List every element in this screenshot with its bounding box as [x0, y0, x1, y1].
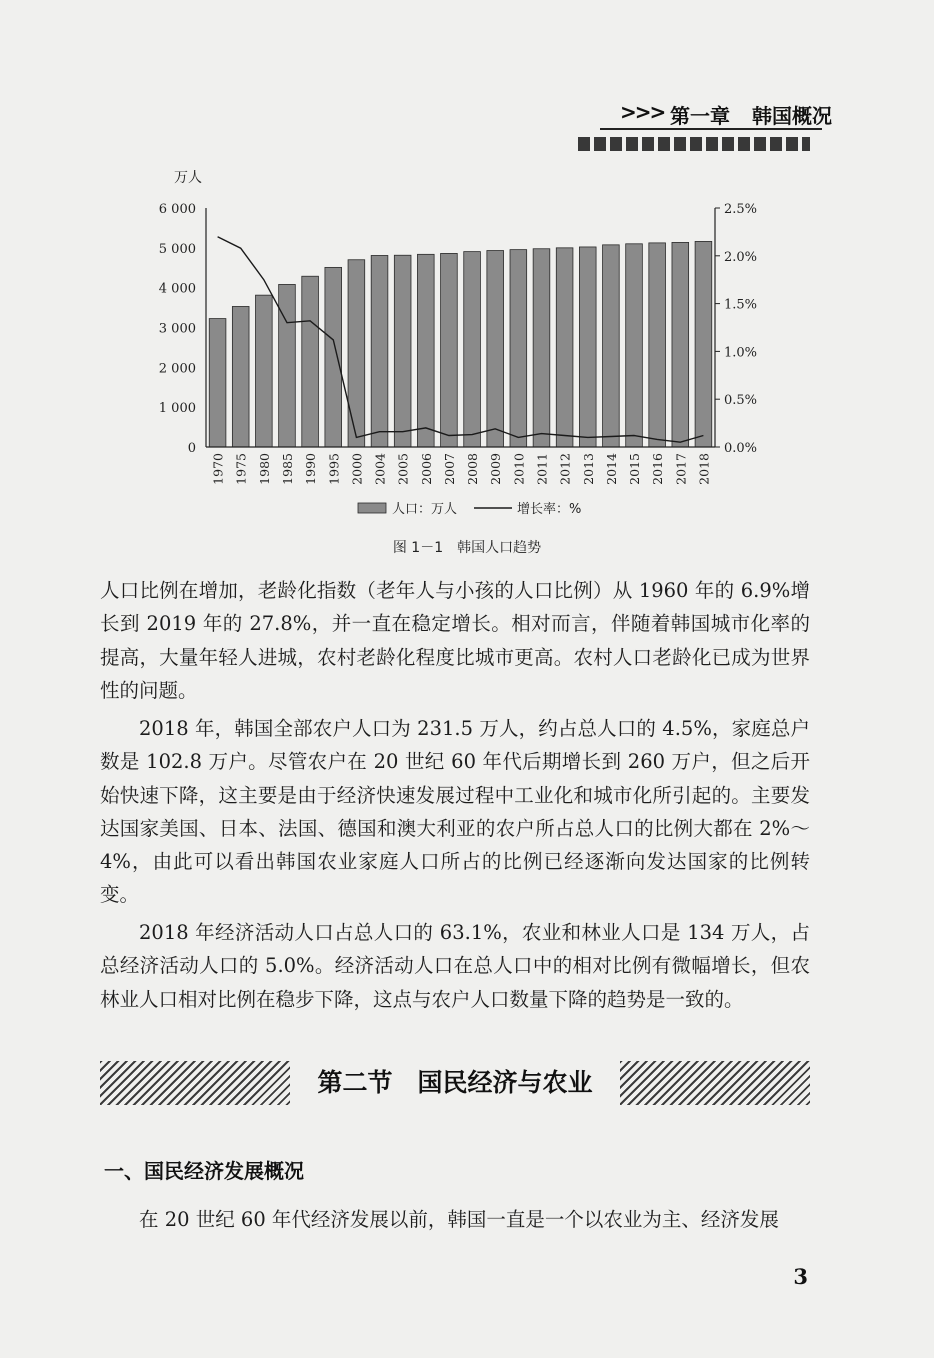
- legend-label-population: 人口：万人: [392, 502, 458, 517]
- bar-population: [371, 255, 388, 447]
- bar-population: [626, 244, 643, 447]
- paragraph-farm-households: 2018 年，韩国全部农户人口为 231.5 万人，约占总人口的 4.5%，家庭总户数是 102.8 万户。尽管农户在 20 世纪 60 年代后期增长到 260 万户，但之后开始快速下降，这主要是由于经济快速发展过程中工业化和城市化所引起的。主要发达国家美国、日本、法国、德国和澳大利亚的农户所占总人口的比例大都在 2%～4%，由此可以看出韩国农业家庭人口所占的比例已经逐渐向发达国家的比例转变。: [100, 717, 810, 907]
- y-right-tick-label: 0.5%: [724, 393, 758, 409]
- header-decoration: [578, 137, 810, 151]
- bar-population: [672, 242, 689, 447]
- x-tick-label: 2018: [696, 453, 712, 485]
- page-number: 3: [793, 1264, 808, 1289]
- paragraph-aging: 人口比例在增加，老龄化指数（老年人与小孩的人口比例）从 1960 年的 6.9%增长到 2019 年的 27.8%，并一直在稳定增长。相对而言，伴随着韩国城市化率的提高，大量年轻人进城，农村老龄化程度比城市更高。农村人口老龄化已成为世界性的问题。: [100, 579, 810, 702]
- x-tick-label: 1975: [233, 453, 249, 485]
- bar-population: [279, 284, 296, 447]
- x-tick-label: 1990: [303, 453, 319, 485]
- x-tick-label: 1985: [279, 453, 295, 485]
- bar-population: [325, 267, 342, 447]
- x-tick-label: 1980: [256, 453, 272, 485]
- bar-population: [232, 306, 249, 447]
- y-right-tick-label: 2.0%: [724, 249, 758, 265]
- x-tick-label: 1995: [326, 453, 342, 485]
- subsection-title: 一、国民经济发展概况: [104, 1159, 304, 1183]
- x-tick-label: 2007: [441, 453, 457, 485]
- x-tick-label: 2015: [627, 452, 643, 485]
- y-left-tick-label: 2 000: [158, 361, 196, 377]
- y-left-tick-label: 0: [187, 441, 196, 456]
- x-tick-label: 2016: [650, 453, 666, 485]
- bar-population: [579, 247, 596, 447]
- x-tick-label: 2010: [511, 453, 527, 485]
- chart-svg: [140, 165, 790, 525]
- bar-population: [464, 252, 481, 447]
- heading-hatch-left: [100, 1061, 290, 1105]
- section-heading: [100, 1053, 810, 1115]
- header-rule: [600, 128, 822, 130]
- x-tick-label: 2013: [580, 453, 596, 485]
- bar-population: [256, 295, 273, 447]
- y-left-tick-label: 5 000: [158, 241, 196, 257]
- y-left-unit: 万人: [174, 170, 202, 186]
- x-tick-label: 2004: [372, 453, 388, 485]
- y-right-tick-label: 1.0%: [724, 345, 758, 361]
- y-right-tick-label: 1.5%: [724, 297, 758, 313]
- x-tick-label: 1970: [210, 453, 226, 485]
- bar-population: [649, 243, 666, 447]
- section-title: 第二节 国民经济与农业: [317, 1068, 593, 1097]
- bar-population: [302, 276, 319, 447]
- figure-caption: 图 1－1 韩国人口趋势: [392, 540, 542, 556]
- population-chart: [140, 165, 790, 525]
- x-tick-label: 2014: [603, 453, 619, 485]
- bar-population: [441, 253, 458, 447]
- bar-population: [209, 319, 226, 447]
- y-left-tick-label: 3 000: [158, 321, 196, 337]
- bar-population: [603, 245, 620, 447]
- y-right-tick-label: 2.5%: [724, 202, 758, 217]
- bar-population: [510, 250, 527, 447]
- y-left-tick-label: 1 000: [158, 401, 196, 417]
- heading-hatch-right: [620, 1061, 810, 1105]
- x-tick-label: 2000: [349, 453, 365, 485]
- running-header: [600, 100, 834, 126]
- bar-population: [533, 249, 550, 447]
- legend-label-growth: 增长率：%: [517, 502, 582, 517]
- x-tick-label: 2008: [465, 453, 481, 485]
- bar-population: [695, 241, 712, 447]
- y-left-tick-label: 6 000: [158, 202, 196, 217]
- bar-population: [417, 254, 434, 447]
- y-left-tick-label: 4 000: [158, 281, 196, 297]
- chapter-title: 韩国概况: [752, 104, 832, 128]
- x-tick-label: 2006: [418, 453, 434, 485]
- x-tick-label: 2009: [488, 453, 504, 485]
- bar-population: [394, 255, 411, 447]
- chapter-number: 第一章: [670, 104, 730, 128]
- x-tick-label: 2017: [673, 453, 689, 485]
- bar-population: [556, 248, 573, 447]
- x-tick-label: 2011: [534, 453, 550, 485]
- chevron-icon: >>>: [620, 100, 665, 124]
- x-tick-label: 2005: [395, 453, 411, 485]
- y-right-tick-label: 0.0%: [724, 441, 758, 456]
- paragraph-economic-population: 2018 年经济活动人口占总人口的 63.1%，农业和林业人口是 134 万人，占总经济活动人口的 5.0%。经济活动人口在总人口中的相对比例有微幅增长，但农林业人口相对比例在稳步下降，这点与农户人口数量下降的趋势是一致的。: [100, 921, 810, 1011]
- bar-population: [487, 251, 504, 447]
- bar-population: [348, 260, 365, 447]
- legend-bar-swatch: [358, 503, 386, 513]
- paragraph-economy-intro: 在 20 世纪 60 年代经济发展以前，韩国一直是一个以农业为主、经济发展: [139, 1208, 779, 1231]
- x-tick-label: 2012: [557, 453, 573, 485]
